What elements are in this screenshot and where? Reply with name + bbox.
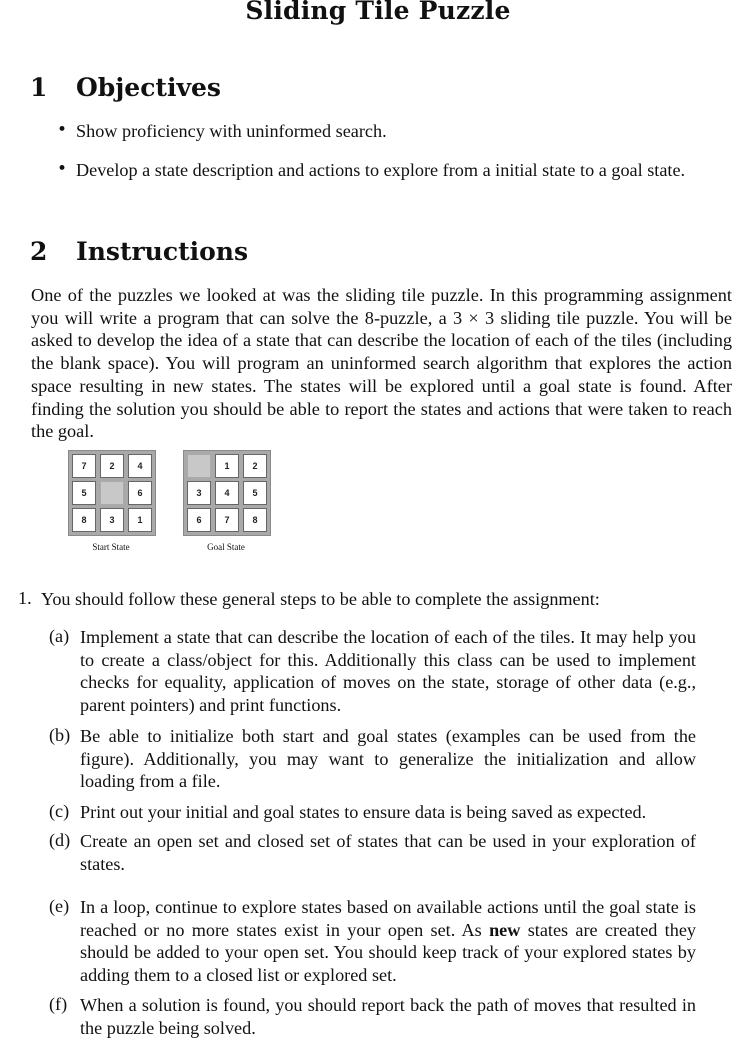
step-label: (a)	[49, 626, 70, 646]
steps-intro: You should follow these general steps to be able to complete the assignment:	[41, 589, 600, 609]
step-text	[80, 896, 696, 987]
goal-tile: 4	[215, 481, 239, 505]
bullet-icon: •	[57, 120, 68, 140]
step-text: Print out your initial and goal states to ensure data is being saved as expected.	[80, 802, 647, 822]
step-text-part: In a loop, continue to explore states based on available actions until the goal state is reached or no more states exist in your open set. As	[80, 897, 696, 940]
start-tile: 5	[72, 481, 96, 505]
step-text-part: states are created they should be added to your open set. You should keep track of your explored states by adding them to a closed list or explored set.	[80, 919, 696, 986]
start-tile: 7	[72, 454, 96, 478]
start-tile: 8	[72, 508, 96, 532]
goal-state-grid	[183, 450, 271, 536]
start-tile: 2	[100, 454, 124, 478]
goal-tile: 8	[243, 508, 267, 532]
objective-item: Develop a state description and actions to explore from a initial state to a goal state.	[76, 160, 686, 180]
page-title: Sliding Tile Puzzle	[245, 0, 511, 25]
step-text: Implement a state that can describe the location of each of the tiles. It may help you to create a class/object for this. Additionally this class can be used to implement checks for equality, application of moves on the state, storage of other data (e.g., parent pointers) and print functions.	[80, 627, 696, 716]
goal-tile: 3	[187, 481, 211, 505]
step-label: (b)	[49, 725, 71, 745]
goal-tile-blank	[187, 454, 211, 478]
start-tile: 4	[128, 454, 152, 478]
step-label: (c)	[49, 801, 70, 821]
section-1-title: Objectives	[76, 73, 221, 102]
start-tile: 6	[128, 481, 152, 505]
instructions-paragraph: One of the puzzles we looked at was the sliding tile puzzle. In this programming assignment you will write a program that can solve the 8-puzzle, a 3 × 3 sliding tile puzzle. You will be asked to develop the idea of a state that can describe the location of each of the tiles (including the blank space). You will program an uninformed search algorithm that explores the action space resulting in new states. The states will be explored until a goal state is found. After finding the solution you should be able to report the states and actions that were taken to reach the goal.	[31, 285, 732, 442]
step-text: When a solution is found, you should report back the path of moves that resulted in the puzzle being solved.	[80, 995, 696, 1038]
step-text: Be able to initialize both start and goal states (examples can be used from the figure). Additionally, you may want to generalize the initialization and allow loading from a file.	[80, 726, 696, 792]
start-tile: 1	[128, 508, 152, 532]
steps-number: 1.	[18, 588, 32, 608]
goal-tile: 2	[243, 454, 267, 478]
bullet-icon: •	[57, 159, 68, 179]
start-state-grid	[68, 450, 156, 536]
goal-tile: 5	[243, 481, 267, 505]
objective-item: Show proficiency with uninformed search.	[76, 121, 387, 141]
goal-tile: 6	[187, 508, 211, 532]
step-text: Create an open set and closed set of states that can be used in your exploration of states.	[80, 831, 696, 874]
start-tile: 3	[100, 508, 124, 532]
puzzle-figure	[68, 450, 268, 560]
section-1-number: 1	[30, 73, 48, 102]
goal-state-caption: Goal State	[207, 542, 245, 552]
step-label: (d)	[49, 830, 71, 850]
goal-tile: 1	[215, 454, 239, 478]
step-label: (e)	[49, 896, 70, 916]
section-2-title: Instructions	[76, 237, 249, 266]
start-tile-blank	[100, 481, 124, 505]
step-text-bold: new	[489, 919, 521, 940]
start-state-caption: Start State	[92, 542, 130, 552]
section-2-number: 2	[30, 237, 48, 266]
step-label: (f)	[49, 994, 68, 1014]
goal-tile: 7	[215, 508, 239, 532]
